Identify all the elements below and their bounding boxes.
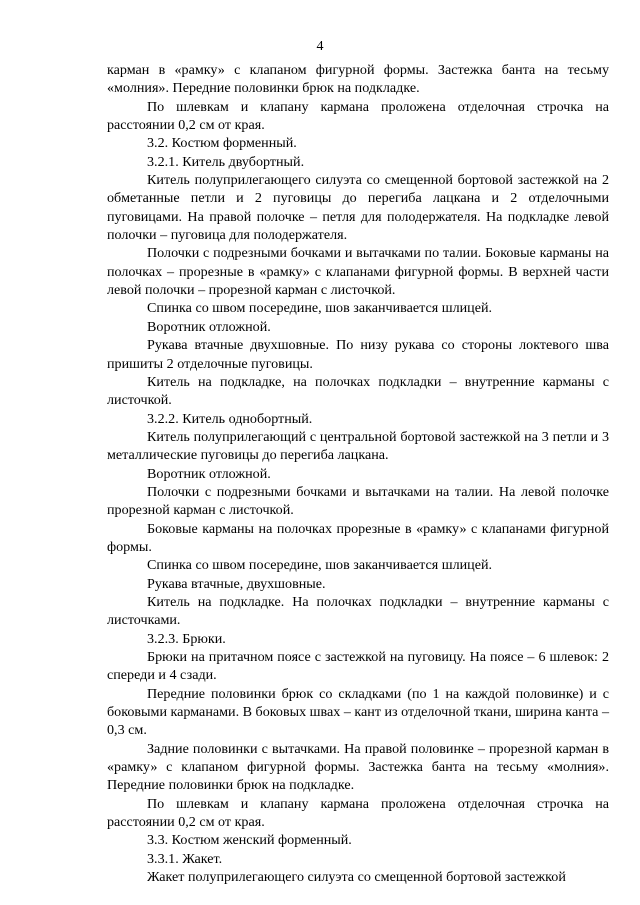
paragraph: Китель на подкладке. На полочках подкладки – внутренние карманы с листочками. [107, 593, 609, 629]
paragraph: Задние половинки с вытачками. На правой половинке – прорезной карман в «рамку» с клапаном фигурной формы. Застежка банта на тесьму «молния». Передние половинки брюк на подкладке. [107, 740, 609, 794]
paragraph: Воротник отложной. [147, 318, 271, 335]
subsection-heading: 3.2.3. Брюки. [147, 630, 226, 647]
paragraph: Полочки с подрезными бочками и вытачками по талии. Боковые карманы на полочках – прорезные в «рамку» с клапанами фигурной формы. В верхней части левой полочки – прорезной карман с листочкой. [107, 245, 609, 299]
paragraph: Спинка со швом посередине, шов заканчивается шлицей. [147, 300, 493, 317]
paragraph: Рукава втачные двухшовные. По низу рукава со стороны локтевого шва пришиты 2 отделочные пуговицы. [107, 337, 609, 372]
paragraph: Китель полуприлегающий с центральной бортовой застежкой на 3 петли и 3 металлические пуговицы до перегиба лацкана. [107, 428, 609, 464]
paragraph: Жакет полуприлегающего силуэта со смещенной бортовой застежкой [147, 869, 566, 886]
paragraph: Боковые карманы на полочках прорезные в «рамку» с клапанами фигурной формы. [107, 520, 609, 555]
section-heading: 3.2. Костюм форменный. [147, 135, 297, 152]
section-heading: 3.3. Костюм женский форменный. [147, 832, 352, 849]
paragraph: Передние половинки брюк со складками (по 1 на каждой половинке) и с боковыми карманами. В боковых швах – кант из отделочной ткани, ширина канта – 0,3 см. [107, 685, 609, 739]
subsection-heading: 3.2.2. Китель однобортный. [147, 410, 313, 427]
paragraph: Рукава втачные, двухшовные. [147, 575, 326, 592]
paragraph: Полочки с подрезными бочками и вытачками на талии. На левой полочке прорезной карман с листочкой. [107, 483, 609, 519]
paragraph: Китель на подкладке, на полочках подкладки – внутренние карманы с листочкой. [107, 373, 609, 409]
page-number: 4 [316, 39, 324, 54]
subsection-heading: 3.2.1. Китель двубортный. [147, 153, 305, 170]
paragraph: По шлевкам и клапану кармана проложена отделочная строчка на расстоянии 0,2 см от края. [107, 795, 609, 831]
paragraph: Брюки на притачном поясе с застежкой на пуговицу. На поясе – 6 шлевок: 2 спереди и 4 сзади. [107, 649, 609, 684]
paragraph: Воротник отложной. [147, 465, 271, 482]
paragraph: По шлевкам и клапану кармана проложена отделочная строчка на расстоянии 0,2 см от края. [107, 98, 609, 134]
paragraph: карман в «рамку» с клапаном фигурной формы. Застежка банта на тесьму «молния». Передние половинки брюк на подкладке. [107, 62, 609, 97]
paragraph: Спинка со швом посередине, шов заканчивается шлицей. [147, 557, 493, 574]
body-text [107, 61, 609, 886]
paragraph: Китель полуприлегающего силуэта со смещенной бортовой застежкой на 2 обметанные петли и 2 пуговицы до перегиба лацкана и 2 отделочными пуговицами. На правой полочке – петля для полодержателя. На подкладке левой полочки – пуговица для полодержателя. [107, 172, 609, 244]
subsection-heading: 3.3.1. Жакет. [147, 850, 223, 867]
